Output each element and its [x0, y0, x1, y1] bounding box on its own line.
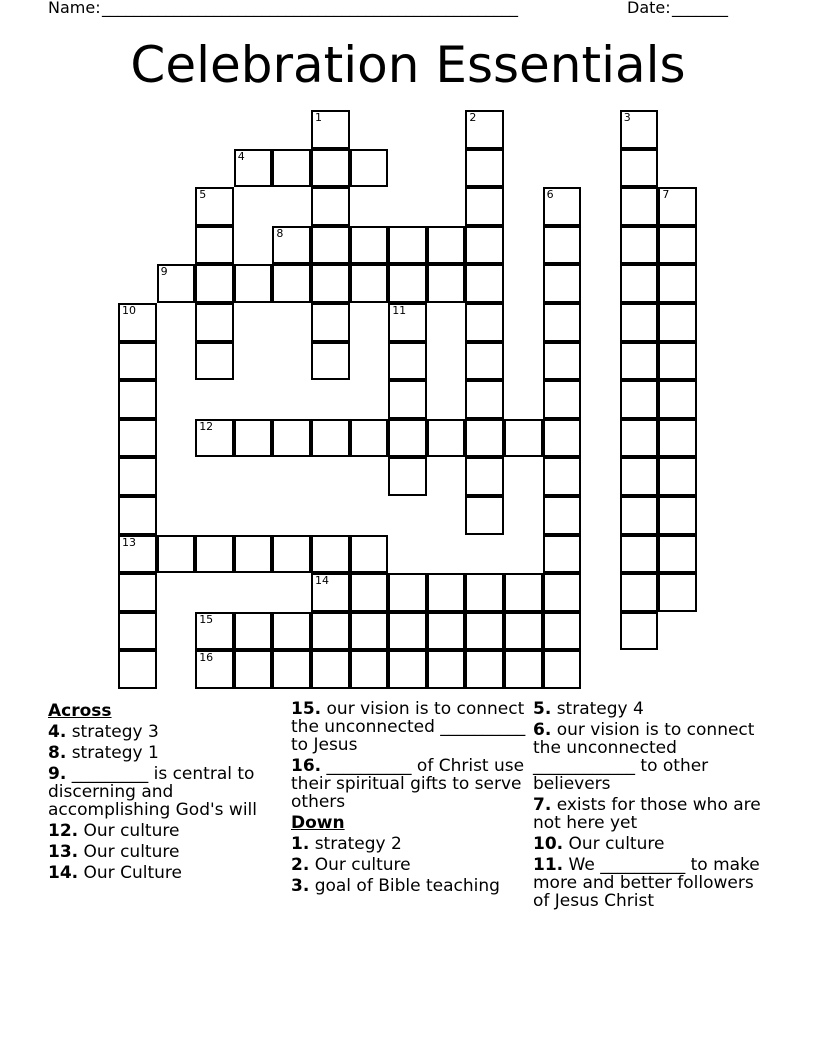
clue-number-label: 8. [48, 743, 67, 763]
grid-cell[interactable] [620, 496, 659, 535]
grid-cell[interactable] [350, 535, 389, 574]
grid-cell[interactable] [427, 650, 466, 689]
clue-number-label: 10. [533, 834, 564, 854]
clue-item [533, 835, 773, 853]
grid-cell[interactable] [195, 612, 234, 651]
grid-cell[interactable] [350, 612, 389, 651]
clue-number-label: 4. [48, 722, 67, 742]
grid-cell[interactable] [118, 612, 157, 651]
clue-text: __________ of Christ use their spiritual gifts to serve others [291, 756, 525, 812]
grid-cell[interactable] [658, 457, 697, 496]
clue-text: strategy 2 [309, 834, 402, 854]
clue-number: 11 [392, 304, 407, 317]
grid-cell[interactable] [311, 264, 350, 303]
clue-number: 4 [237, 149, 245, 163]
grid-cell[interactable] [118, 380, 157, 419]
clue-item [533, 721, 773, 793]
down-clue-list-continued [533, 700, 773, 910]
grid-cell[interactable] [620, 226, 659, 265]
grid-cell[interactable] [234, 264, 273, 303]
grid-cell[interactable] [543, 573, 582, 612]
clue-item [48, 744, 286, 762]
grid-cell[interactable] [620, 573, 659, 612]
grid-cell[interactable] [311, 650, 350, 689]
grid-cell[interactable] [465, 612, 504, 651]
grid-cell[interactable] [658, 496, 697, 535]
grid-cell[interactable] [543, 264, 582, 303]
clue-item [48, 723, 286, 741]
grid-cell[interactable] [543, 187, 582, 226]
grid-cell[interactable] [658, 342, 697, 381]
grid-cell[interactable] [272, 226, 311, 265]
grid-cell[interactable] [272, 149, 311, 188]
clue-text: Our culture [309, 855, 411, 875]
clue-number-label: 2. [291, 855, 310, 875]
grid-cell[interactable] [543, 226, 582, 265]
clue-text: Our culture [563, 834, 665, 854]
clue-number-label: 15. [291, 699, 322, 719]
clue-text: our vision is to connect the unconnected __________ to Jesus [291, 699, 526, 755]
grid-cell[interactable] [388, 226, 427, 265]
grid-cell[interactable] [195, 535, 234, 574]
grid-cell[interactable] [388, 264, 427, 303]
grid-cell[interactable] [465, 264, 504, 303]
grid-cell[interactable] [465, 650, 504, 689]
grid-cell[interactable] [543, 303, 582, 342]
across-clue-list-continued [291, 700, 527, 811]
grid-cell[interactable] [620, 419, 659, 458]
grid-cell[interactable] [234, 149, 273, 188]
grid-cell[interactable] [234, 650, 273, 689]
grid-cell[interactable] [350, 419, 389, 458]
grid-cell[interactable] [465, 110, 504, 149]
grid-cell[interactable] [350, 264, 389, 303]
puzzle-title: Celebration Essentials [130, 36, 686, 94]
across-clue-list [48, 723, 286, 882]
clue-number: 7 [662, 188, 670, 202]
grid-cell[interactable] [620, 457, 659, 496]
grid-cell[interactable] [543, 612, 582, 651]
grid-cell[interactable] [465, 380, 504, 419]
grid-cell[interactable] [465, 457, 504, 496]
grid-cell[interactable] [658, 535, 697, 574]
clue-text: Our culture [78, 842, 180, 862]
grid-cell[interactable] [465, 149, 504, 188]
clues-column-2 [291, 700, 527, 898]
clue-number: 1 [315, 111, 322, 124]
clue-item [533, 856, 773, 910]
grid-cell[interactable] [620, 380, 659, 419]
grid-cell[interactable] [543, 342, 582, 381]
grid-cell[interactable] [427, 226, 466, 265]
grid-cell[interactable] [465, 496, 504, 535]
grid-cell[interactable] [465, 419, 504, 458]
grid-cell[interactable] [620, 264, 659, 303]
grid-cell[interactable] [118, 342, 157, 381]
grid-cell[interactable] [311, 303, 350, 342]
grid-cell[interactable] [157, 535, 196, 574]
grid-cell[interactable] [427, 419, 466, 458]
clue-number-label: 6. [533, 720, 552, 740]
clue-number: 3 [623, 111, 631, 124]
grid-cell[interactable] [620, 149, 659, 188]
grid-cell[interactable] [272, 535, 311, 574]
grid-cell[interactable] [118, 303, 157, 342]
grid-cell[interactable] [427, 573, 466, 612]
clue-text: strategy 1 [66, 743, 159, 763]
grid-cell[interactable] [118, 496, 157, 535]
grid-cell[interactable] [195, 226, 234, 265]
clue-number-label: 14. [48, 863, 79, 883]
clue-item [291, 757, 527, 811]
clue-item [291, 877, 527, 895]
grid-cell[interactable] [658, 187, 697, 226]
grid-cell[interactable] [658, 226, 697, 265]
grid-cell[interactable] [311, 226, 350, 265]
grid-cell[interactable] [620, 342, 659, 381]
name-field[interactable]: ____________________________________________________ [102, 0, 518, 17]
clue-number: 13 [122, 535, 136, 549]
grid-cell[interactable] [658, 264, 697, 303]
clue-text: strategy 4 [551, 699, 644, 719]
clue-item [291, 856, 527, 874]
grid-cell[interactable] [157, 264, 196, 303]
grid-cell[interactable] [311, 149, 350, 188]
clue-number-label: 9. [48, 764, 67, 784]
across-heading: Across [48, 701, 112, 721]
grid-cell[interactable] [465, 226, 504, 265]
grid-cell[interactable] [388, 342, 427, 381]
grid-cell[interactable] [658, 419, 697, 458]
grid-cell[interactable] [272, 612, 311, 651]
grid-cell[interactable] [195, 264, 234, 303]
clue-text: Our culture [78, 821, 180, 841]
clue-item [48, 843, 286, 861]
clues-column-3 [533, 700, 773, 913]
grid-cell[interactable] [504, 573, 543, 612]
clue-text: goal of Bible teaching [309, 876, 500, 896]
clue-number-label: 11. [533, 855, 564, 875]
grid-cell[interactable] [388, 650, 427, 689]
grid-cell[interactable] [118, 573, 157, 612]
clues-column-1 [48, 700, 286, 885]
clue-text: We __________ to make more and better followers of Jesus Christ [533, 855, 760, 911]
clue-number-label: 13. [48, 842, 79, 862]
clue-number: 12 [199, 419, 214, 433]
grid-cell[interactable] [543, 380, 582, 419]
grid-cell[interactable] [465, 573, 504, 612]
grid-cell[interactable] [388, 419, 427, 458]
clue-number-label: 3. [291, 876, 310, 896]
grid-cell[interactable] [543, 535, 582, 574]
grid-cell[interactable] [620, 303, 659, 342]
clue-number: 6 [546, 188, 554, 202]
clue-number-label: 16. [291, 756, 322, 776]
grid-cell[interactable] [543, 419, 582, 458]
grid-cell[interactable] [272, 650, 311, 689]
clue-item [48, 822, 286, 840]
grid-cell[interactable] [311, 187, 350, 226]
grid-cell[interactable] [543, 496, 582, 535]
clue-number: 14 [315, 574, 329, 588]
grid-cell[interactable] [311, 110, 350, 149]
date-label: Date: [627, 0, 671, 17]
grid-cell[interactable] [234, 612, 273, 651]
grid-cell[interactable] [427, 612, 466, 651]
grid-cell[interactable] [504, 612, 543, 651]
grid-cell[interactable] [465, 187, 504, 226]
grid-cell[interactable] [195, 187, 234, 226]
grid-cell[interactable] [272, 419, 311, 458]
grid-cell[interactable] [195, 342, 234, 381]
clue-text: strategy 3 [66, 722, 159, 742]
grid-cell[interactable] [543, 457, 582, 496]
grid-cell[interactable] [311, 535, 350, 574]
grid-cell[interactable] [234, 535, 273, 574]
clue-number: 9 [160, 265, 168, 279]
clue-item [533, 796, 773, 832]
grid-cell[interactable] [350, 226, 389, 265]
clue-number: 10 [122, 304, 136, 317]
grid-cell[interactable] [350, 573, 389, 612]
grid-cell[interactable] [620, 535, 659, 574]
clue-item [48, 765, 286, 819]
clue-number-label: 1. [291, 834, 310, 854]
grid-cell[interactable] [195, 303, 234, 342]
grid-cell[interactable] [118, 650, 157, 689]
clue-number: 8 [276, 226, 284, 240]
grid-cell[interactable] [195, 419, 234, 458]
grid-cell[interactable] [195, 650, 234, 689]
clue-item [533, 700, 773, 718]
grid-cell[interactable] [311, 573, 350, 612]
grid-cell[interactable] [118, 419, 157, 458]
clue-number: 15 [199, 612, 214, 626]
clue-item [291, 700, 527, 754]
grid-cell[interactable] [234, 419, 273, 458]
date-field[interactable]: _______ [672, 0, 728, 17]
grid-cell[interactable] [658, 573, 697, 612]
grid-cell[interactable] [543, 650, 582, 689]
grid-cell[interactable] [504, 650, 543, 689]
clue-number: 5 [199, 188, 207, 202]
grid-cell[interactable] [388, 612, 427, 651]
clue-number-label: 12. [48, 821, 79, 841]
clue-item [48, 864, 286, 882]
grid-cell[interactable] [658, 380, 697, 419]
grid-cell[interactable] [272, 264, 311, 303]
clue-number: 16 [199, 651, 214, 665]
clue-number-label: 5. [533, 699, 552, 719]
grid-cell[interactable] [465, 342, 504, 381]
grid-cell[interactable] [350, 149, 389, 188]
clue-item [291, 835, 527, 853]
grid-cell[interactable] [350, 650, 389, 689]
clue-text: our vision is to connect the unconnected ____________ to other believers [533, 720, 755, 794]
down-clue-list [291, 835, 527, 895]
grid-cell[interactable] [388, 457, 427, 496]
grid-cell[interactable] [311, 419, 350, 458]
grid-cell[interactable] [118, 535, 157, 574]
clue-text: _________ is central to discerning and accomplishing God's will [48, 764, 258, 820]
grid-cell[interactable] [620, 187, 659, 226]
grid-cell[interactable] [465, 303, 504, 342]
grid-cell[interactable] [427, 264, 466, 303]
clue-text: Our Culture [78, 863, 182, 883]
clue-number: 2 [469, 111, 477, 124]
clue-text: exists for those who are not here yet [533, 795, 761, 833]
down-heading: Down [291, 813, 345, 833]
grid-cell[interactable] [388, 573, 427, 612]
grid-cell[interactable] [388, 303, 427, 342]
grid-cell[interactable] [504, 419, 543, 458]
grid-cell[interactable] [658, 303, 697, 342]
grid-cell[interactable] [311, 612, 350, 651]
grid-cell[interactable] [388, 380, 427, 419]
grid-cell[interactable] [311, 342, 350, 381]
grid-cell[interactable] [620, 612, 659, 651]
grid-cell[interactable] [620, 110, 659, 149]
name-label: Name: [48, 0, 101, 17]
clue-number-label: 7. [533, 795, 552, 815]
grid-cell[interactable] [118, 457, 157, 496]
